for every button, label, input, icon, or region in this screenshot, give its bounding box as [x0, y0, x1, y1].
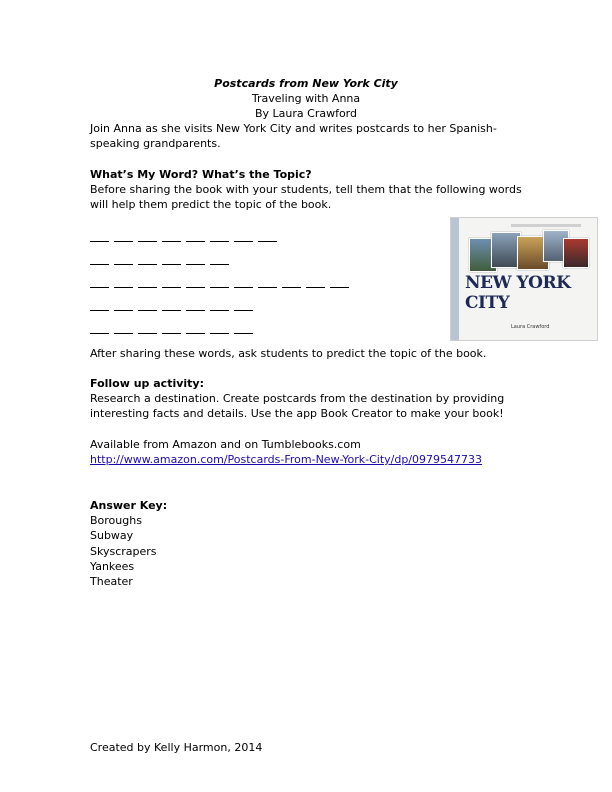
letter-blank — [90, 333, 109, 334]
letter-blank — [282, 287, 301, 288]
cover-top-text — [511, 224, 581, 227]
blank-word-line-4 — [90, 296, 258, 308]
letter-blank — [90, 264, 109, 265]
book-title: Postcards from New York City — [214, 77, 398, 90]
blank-word-line-2 — [90, 250, 234, 262]
letter-blank — [90, 310, 109, 311]
letter-blank — [138, 287, 157, 288]
letter-blank — [114, 264, 133, 265]
letter-blank — [330, 287, 349, 288]
letter-blank — [138, 310, 157, 311]
letter-blank — [234, 241, 253, 242]
intro-paragraph: Join Anna as she visits New York City and writes postcards to her Spanish-speaking grandparents. — [90, 122, 497, 150]
letter-blank — [162, 287, 181, 288]
after-sharing-text: After sharing these words, ask students to predict the topic of the book. — [90, 347, 487, 360]
section-text-follow-up: Research a destination. Create postcards from the destination by providing interesting facts and details. Use the app Book Creator to make your book! — [90, 392, 505, 420]
section-text-word-topic: Before sharing the book with your students, tell them that the following words will help them predict the topic of the book. — [90, 183, 522, 211]
section-heading-follow-up: Follow up activity: — [90, 377, 204, 390]
footer-credit: Created by Kelly Harmon, 2014 — [90, 741, 263, 754]
letter-blank — [234, 287, 253, 288]
letter-blank — [90, 287, 109, 288]
letter-blank — [210, 310, 229, 311]
answer-key-heading: Answer Key: — [90, 499, 168, 512]
letter-blank — [210, 264, 229, 265]
letter-blank — [114, 241, 133, 242]
cover-spine — [451, 218, 459, 340]
letter-blank — [114, 333, 133, 334]
amazon-link[interactable]: http://www.amazon.com/Postcards-From-New-York-City/dp/0979547733 — [90, 453, 483, 466]
letter-blank — [114, 310, 133, 311]
letter-blank — [210, 333, 229, 334]
book-subtitle: Traveling with Anna — [251, 92, 361, 105]
letter-blank — [234, 333, 253, 334]
availability-text: Available from Amazon and on Tumblebooks.com — [90, 438, 361, 451]
letter-blank — [162, 241, 181, 242]
book-author: By Laura Crawford — [254, 107, 357, 120]
letter-blank — [138, 264, 157, 265]
blank-word-line-1 — [90, 227, 282, 239]
cover-photo-5 — [563, 238, 589, 268]
blank-word-line-5 — [90, 319, 258, 331]
answer-key-list — [90, 513, 157, 589]
letter-blank — [186, 310, 205, 311]
letter-blank — [138, 241, 157, 242]
cover-title: NEW YORK CITY — [465, 273, 571, 313]
letter-blank — [162, 310, 181, 311]
answer-item: Boroughs — [90, 514, 142, 527]
letter-blank — [186, 264, 205, 265]
answer-item: Skyscrapers — [90, 544, 157, 558]
letter-blank — [162, 333, 181, 334]
letter-blank — [138, 333, 157, 334]
letter-blank — [258, 287, 277, 288]
book-cover-image — [450, 217, 598, 341]
letter-blank — [186, 333, 205, 334]
answer-item: Theater — [90, 575, 133, 589]
letter-blank — [210, 241, 229, 242]
section-heading-word-topic: What’s My Word? What’s the Topic? — [90, 168, 312, 181]
letter-blank — [234, 310, 253, 311]
letter-blank — [186, 287, 205, 288]
letter-blank — [306, 287, 325, 288]
letter-blank — [114, 287, 133, 288]
letter-blank — [186, 241, 205, 242]
answer-item: Yankees — [90, 559, 135, 573]
letter-blank — [210, 287, 229, 288]
letter-blank — [162, 264, 181, 265]
cover-author: Laura Crawford — [511, 324, 550, 330]
letter-blank — [258, 241, 277, 242]
blank-word-line-3 — [90, 273, 354, 285]
letter-blank — [90, 241, 109, 242]
answer-item: Subway — [90, 529, 134, 543]
